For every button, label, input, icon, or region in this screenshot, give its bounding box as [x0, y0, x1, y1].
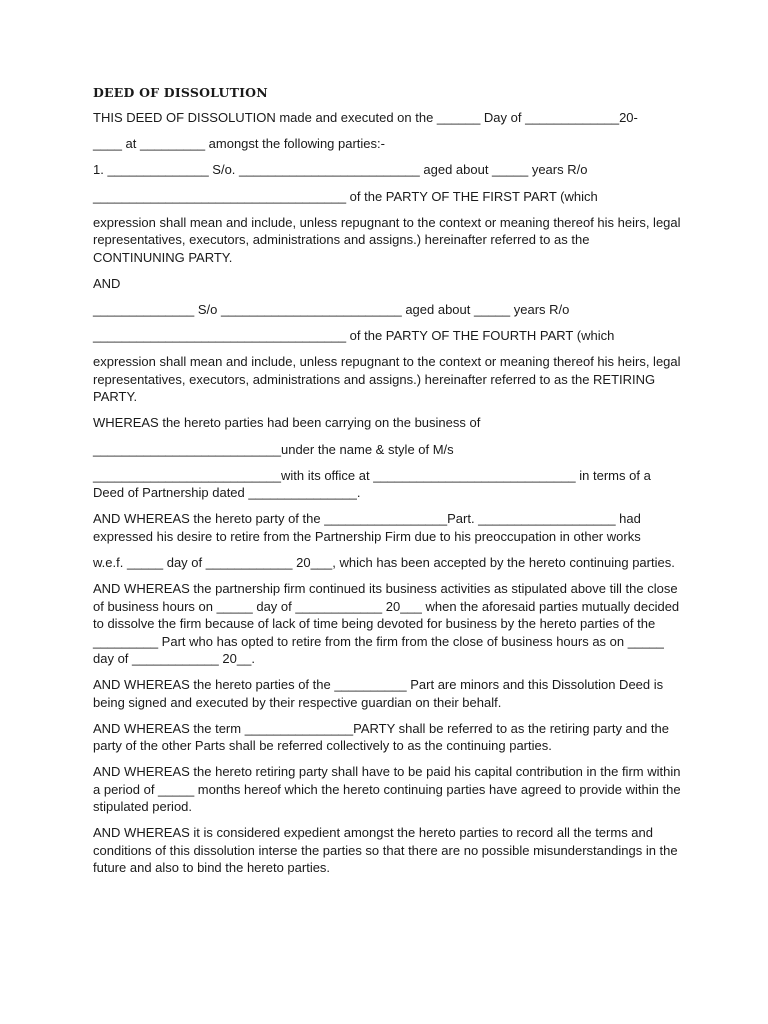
paragraph-fourth-party-residence: ___________________________________ of the PARTY OF THE FOURTH PART (which: [93, 328, 615, 344]
paragraph-wef: w.e.f. _____ day of ____________ 20___, which has been accepted by the hereto continuing parties.: [93, 555, 675, 571]
paragraph-fourth-party-definition: expression shall mean and include, unless repugnant to the context or meaning thereof his heirs, legal representatives, executors, administrations and assigns.) hereinafter referred to as the RETIRING PARTY.: [93, 354, 681, 405]
paragraph-business-office: __________________________with its office at ____________________________ in terms of a Deed of Partnership dated _______________.: [93, 467, 651, 501]
document-body: [93, 84, 683, 885]
paragraph-whereas-expedient: AND WHEREAS it is considered expedient amongst the hereto parties to record all the terms and conditions of this dissolution interse the parties so that there are no possible misunderstandings in the future and also to bind the hereto parties.: [93, 825, 678, 876]
paragraph-whereas-business: WHEREAS the hereto parties had been carrying on the business of: [93, 415, 481, 431]
paragraph-whereas-retire: AND WHEREAS the hereto party of the _________________Part. ___________________ had expressed his desire to retire from the Partnership Firm due to his preoccupation in other works: [93, 511, 641, 544]
paragraph-first-party-residence: ___________________________________ of the PARTY OF THE FIRST PART (which: [93, 188, 598, 204]
paragraph-whereas-continued: AND WHEREAS the partnership firm continued its business activities as stipulated above till the close of business hours on _____ day of ____________ 20___ when the aforesaid parties mutually decided to dissolve the firm because of lack of time being devoted for business by the hereto parties of the _________ Part who has opted to retire from the firm from the close of business hours as on _____ day of ____________ 20__.: [93, 581, 680, 666]
paragraph-preamble: THIS DEED OF DISSOLUTION made and executed on the ______ Day of _____________20-: [93, 110, 638, 125]
paragraph-first-party-definition: expression shall mean and include, unless repugnant to the context or meaning thereof his heirs, legal representatives, executors, administrations and assigns.) hereinafter referred to as the CONTINUNING PARTY.: [93, 214, 681, 265]
paragraph-whereas-minors: AND WHEREAS the hereto parties of the __________ Part are minors and this Dissolution Deed is being signed and executed by their respective guardian on their behalf.: [93, 677, 664, 710]
paragraph-whereas-capital: AND WHEREAS the hereto retiring party shall have to be paid his capital contribution in the firm within a period of _____ months hereof which the hereto continuing parties have agreed to provide within the stipulated period.: [93, 764, 681, 815]
paragraph-preamble-cont: ____ at _________ amongst the following parties:-: [93, 136, 385, 152]
paragraph-and: AND: [93, 275, 121, 291]
document-title: DEED OF DISSOLUTION: [93, 85, 268, 100]
paragraph-fourth-party: ______________ S/o _________________________ aged about _____ years R/o: [93, 302, 570, 318]
paragraph-business-name: __________________________under the name & style of M/s: [93, 441, 454, 457]
paragraph-first-party: 1. ______________ S/o. _________________________ aged about _____ years R/o: [93, 162, 588, 178]
paragraph-whereas-term: AND WHEREAS the term _______________PARTY shall be referred to as the retiring party and the party of the other Parts shall be referred collectively to as the continuing parties.: [93, 720, 669, 754]
